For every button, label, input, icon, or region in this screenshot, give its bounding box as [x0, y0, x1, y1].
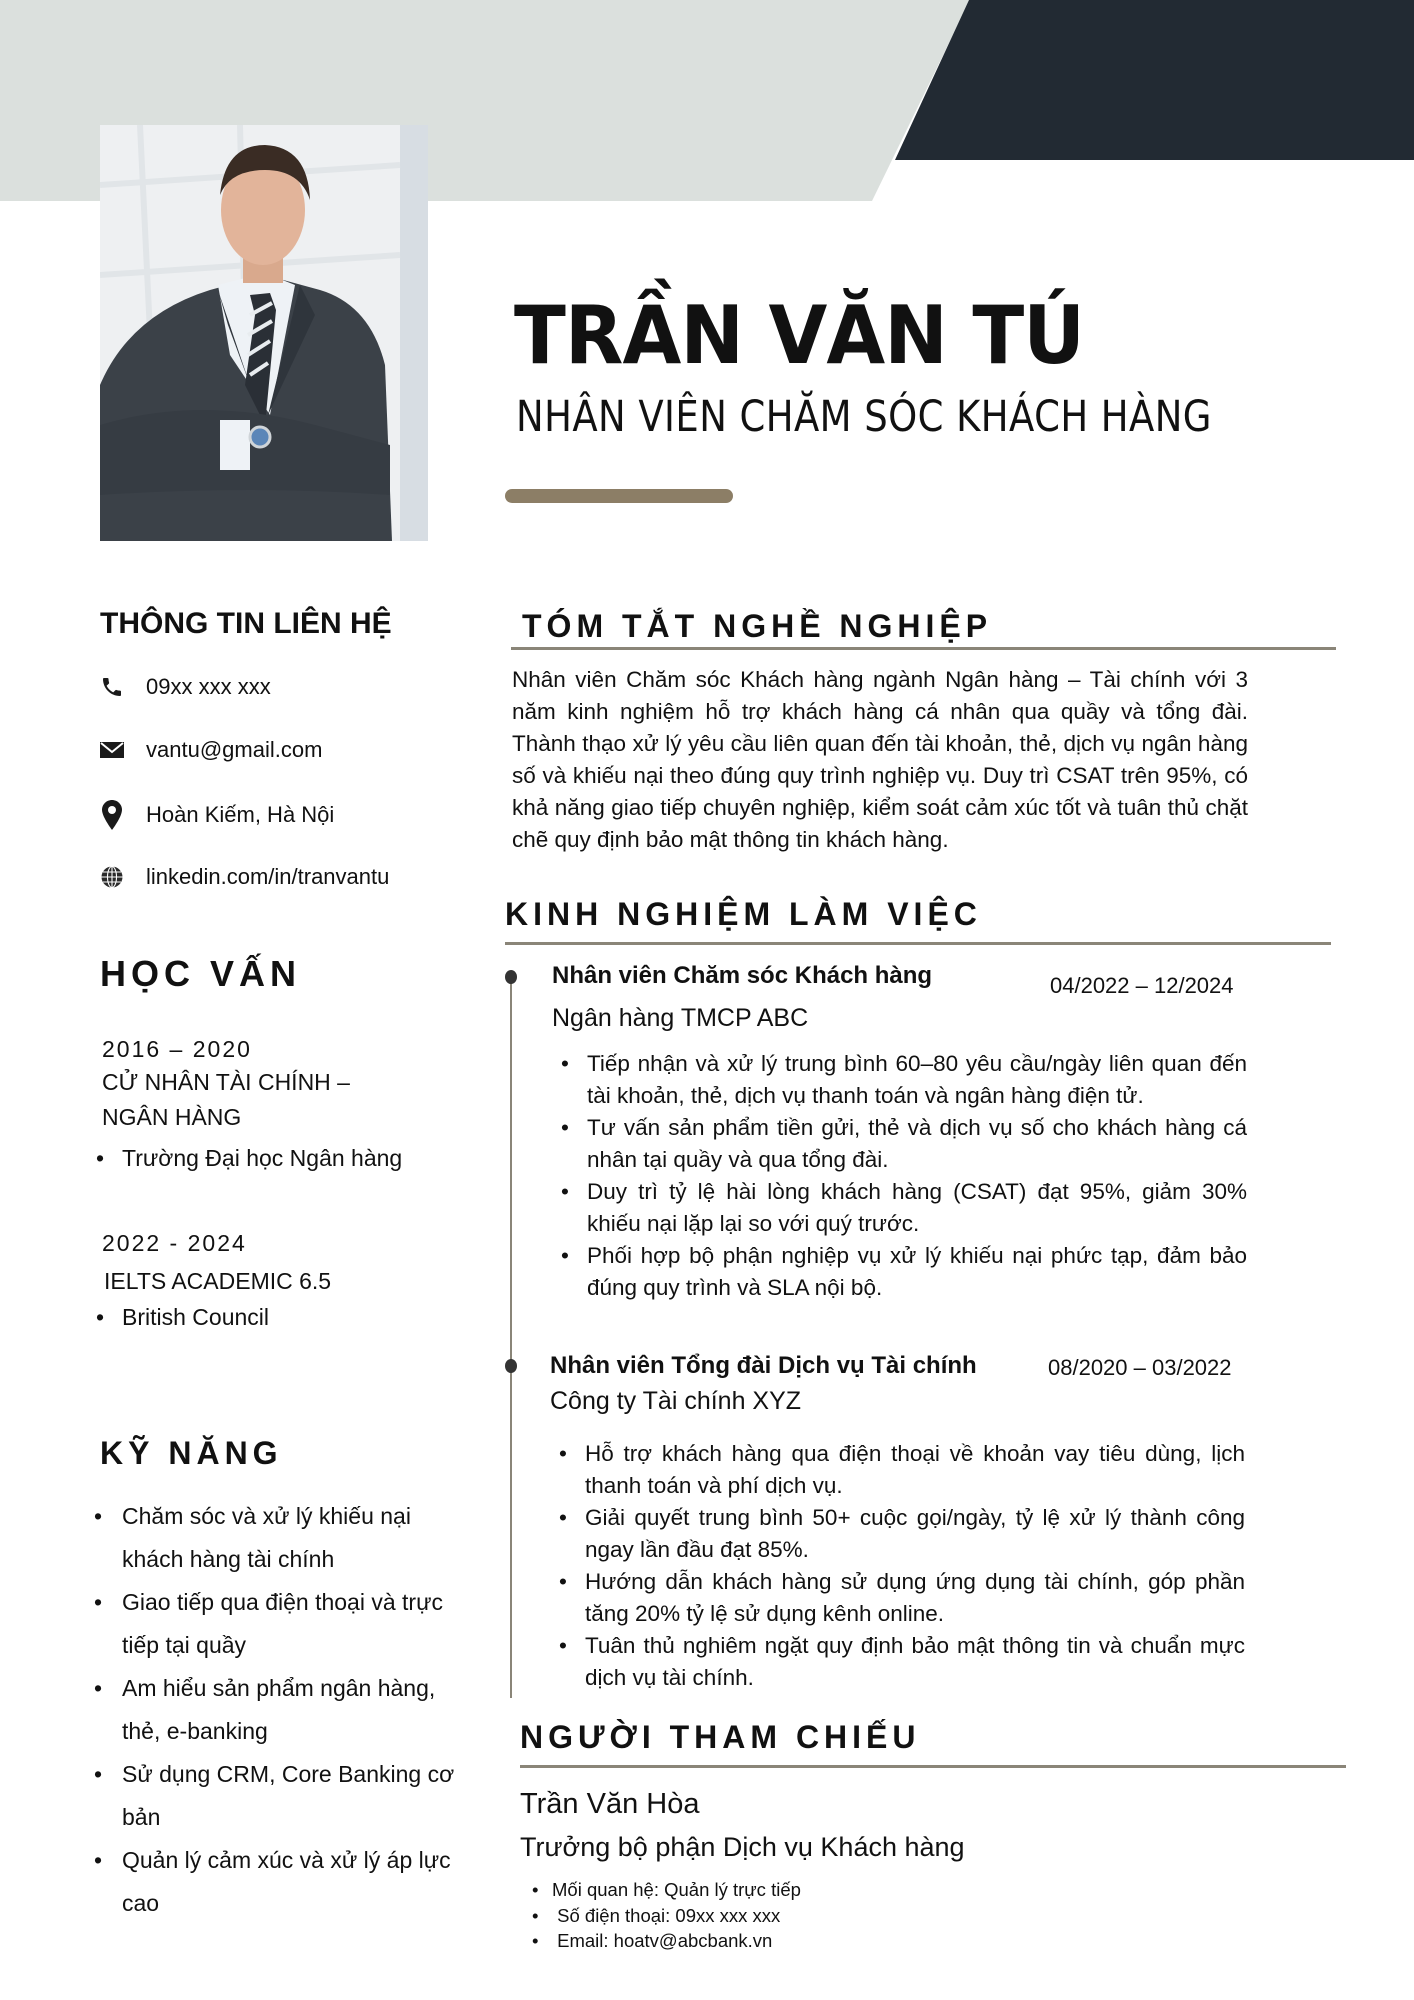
contact-phone: [100, 672, 271, 702]
contact-linkedin-text[interactable]: linkedin.com/in/tranvantu: [146, 864, 390, 889]
reference-divider: [520, 1765, 1346, 1768]
contact-phone-text: 09xx xxx xxx: [146, 674, 271, 699]
mail-icon: [100, 738, 124, 762]
education-years-2: 2022 - 2024: [102, 1230, 247, 1256]
contact-email: [100, 735, 323, 765]
skills-list: [122, 1495, 462, 1925]
job-title-2: Nhân viên Tổng đài Dịch vụ Tài chính: [550, 1352, 977, 1379]
reference-heading: NGƯỜI THAM CHIẾU: [520, 1719, 921, 1755]
contact-linkedin: [100, 862, 390, 892]
job-company-2: Công ty Tài chính XYZ: [550, 1387, 802, 1415]
job-bullets-1: [587, 1048, 1247, 1304]
job-bullet: • Tiếp nhận và xử lý trung bình 60–80 yêu cầu/ngày liên quan đến tài khoản, thẻ, dịch vụ thanh toán và ngân hàng điện tử.: [587, 1048, 1247, 1112]
job-dates-1: 04/2022 – 12/2024: [1050, 973, 1234, 998]
reference-email[interactable]: • Email: hoatv@abcbank.vn: [552, 1928, 801, 1954]
summary-heading: TÓM TẮT NGHỀ NGHIỆP: [522, 608, 993, 644]
accent-bar: [505, 489, 733, 503]
education-degree-1-line1: CỬ NHÂN TÀI CHÍNH –: [102, 1069, 350, 1095]
education-degree-1-line2: NGÂN HÀNG: [102, 1104, 242, 1130]
reference-title: Trưởng bộ phận Dịch vụ Khách hàng: [520, 1832, 965, 1862]
job-dates-2: 08/2020 – 03/2022: [1048, 1355, 1232, 1380]
timeline-dot: [505, 1359, 517, 1373]
reference-relationship: • Mối quan hệ: Quản lý trực tiếp: [552, 1877, 801, 1903]
phone-icon: [100, 675, 124, 699]
job-bullets-2: [585, 1438, 1245, 1694]
education-school-2: • British Council: [122, 1306, 269, 1329]
reference-name: Trần Văn Hòa: [520, 1788, 700, 1820]
education-degree-2: IELTS ACADEMIC 6.5: [104, 1268, 332, 1294]
candidate-role: NHÂN VIÊN CHĂM SÓC KHÁCH HÀNG: [516, 392, 1212, 442]
contact-location-text: Hoàn Kiếm, Hà Nội: [146, 802, 335, 827]
job-bullet: • Giải quyết trung bình 50+ cuộc gọi/ngày, tỷ lệ xử lý thành công ngay lần đầu đạt 85%.: [585, 1502, 1245, 1566]
location-pin-icon: [100, 803, 124, 827]
education-heading: HỌC VẤN: [100, 953, 302, 994]
job-bullet: • Hướng dẫn khách hàng sử dụng ứng dụng tài chính, góp phần tăng 20% tỷ lệ sử dụng kênh online.: [585, 1566, 1245, 1630]
job-title-1: Nhân viên Chăm sóc Khách hàng: [552, 962, 933, 989]
skill-item: • Giao tiếp qua điện thoại và trực tiếp tại quầy: [122, 1581, 462, 1667]
job-bullet: • Duy trì tỷ lệ hài lòng khách hàng (CSAT) đạt 95%, giảm 30% khiếu nại lặp lại so với quý trước.: [587, 1176, 1247, 1240]
skills-heading: KỸ NĂNG: [100, 1435, 283, 1471]
job-bullet: • Tư vấn sản phẩm tiền gửi, thẻ và dịch vụ số cho khách hàng cá nhân tại quầy và qua tổng đài.: [587, 1112, 1247, 1176]
experience-heading: KINH NGHIỆM LÀM VIỆC: [505, 896, 982, 932]
education-years-1: 2016 – 2020: [102, 1036, 252, 1062]
globe-icon: [100, 865, 124, 889]
contact-heading: THÔNG TIN LIÊN HỆ: [100, 607, 392, 640]
education-school-list-1: [122, 1147, 402, 1170]
contact-email-text[interactable]: vantu@gmail.com: [146, 737, 323, 762]
summary-text: Nhân viên Chăm sóc Khách hàng ngành Ngân hàng – Tài chính với 3 năm kinh nghiệm hỗ trợ khách hàng cá nhân qua quầy và tổng đài. Thành thạo xử lý yêu cầu liên quan đến tài khoản, thẻ, dịch vụ ngân hàng số và khiếu nại theo đúng quy trình nghiệp vụ. Duy trì CSAT trên 95%, có khả năng giao tiếp chuyên nghiệp, kiểm soát cảm xúc tốt và tuân thủ chặt chẽ quy định bảo mật thông tin khách hàng.: [512, 667, 1248, 852]
skill-item: • Am hiểu sản phẩm ngân hàng, thẻ, e-banking: [122, 1667, 462, 1753]
summary-divider: [511, 647, 1336, 650]
job-bullet: • Hỗ trợ khách hàng qua điện thoại về khoản vay tiêu dùng, lịch thanh toán và phí dịch vụ.: [585, 1438, 1245, 1502]
job-bullet: • Phối hợp bộ phận nghiệp vụ xử lý khiếu nại phức tạp, đảm bảo đúng quy trình và SLA nội bộ.: [587, 1240, 1247, 1304]
skill-item: • Sử dụng CRM, Core Banking cơ bản: [122, 1753, 462, 1839]
timeline-dot: [505, 970, 517, 984]
experience-divider: [505, 942, 1331, 945]
skill-item: • Quản lý cảm xúc và xử lý áp lực cao: [122, 1839, 462, 1925]
skill-item: • Chăm sóc và xử lý khiếu nại khách hàng tài chính: [122, 1495, 462, 1581]
experience-timeline-line: [510, 977, 512, 1698]
education-school-list-2: [122, 1306, 269, 1329]
reference-phone: • Số điện thoại: 09xx xxx xxx: [552, 1903, 801, 1929]
education-school-1: • Trường Đại học Ngân hàng: [122, 1147, 402, 1170]
profile-photo: [100, 125, 428, 541]
candidate-name: TRẦN VĂN TÚ: [514, 289, 1085, 382]
job-bullet: • Tuân thủ nghiêm ngặt quy định bảo mật thông tin và chuẩn mực dịch vụ tài chính.: [585, 1630, 1245, 1694]
contact-location: [100, 800, 335, 830]
job-company-1: Ngân hàng TMCP ABC: [552, 1004, 809, 1032]
reference-details: [552, 1877, 801, 1954]
